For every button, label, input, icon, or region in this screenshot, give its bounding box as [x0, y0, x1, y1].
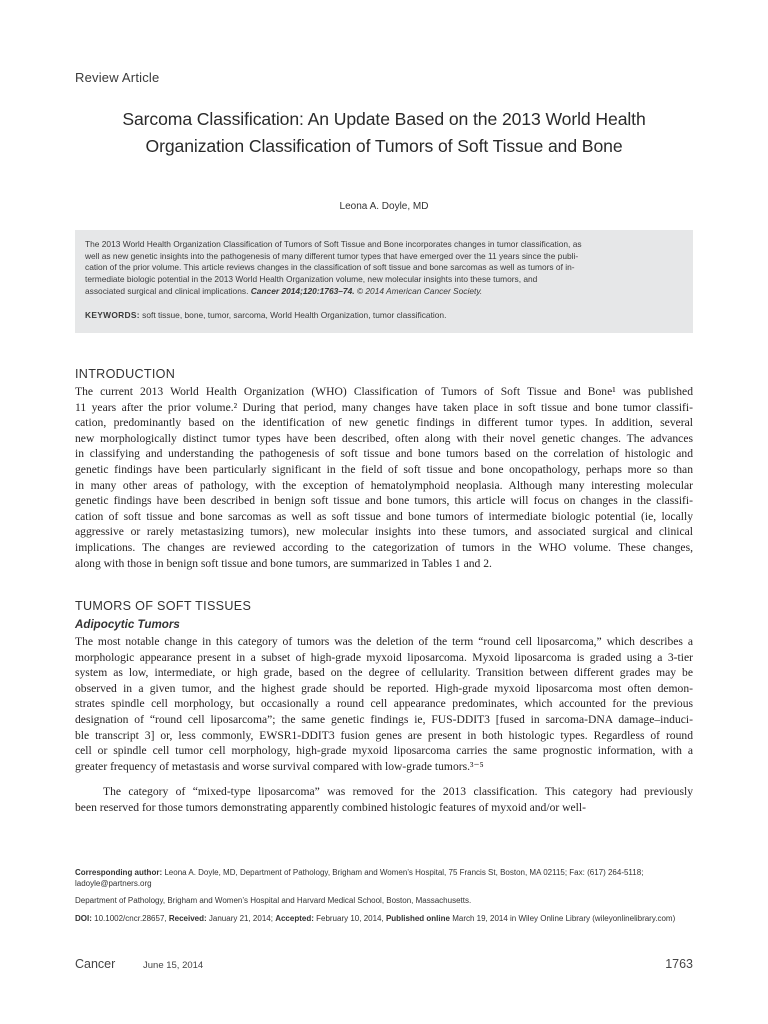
abstract-copyright: © 2014 American Cancer Society. [356, 285, 483, 296]
article-type-label: Review Article [75, 70, 160, 85]
footnotes [75, 867, 693, 930]
corresponding-text: Leona A. Doyle, MD, Department of Pathology, Brigham and Women’s Hospital, 75 Francis St, Boston, MA 02115; Fax: (617) 264-5118; ladoyle@partners.org [75, 868, 644, 889]
introduction-paragraph [75, 384, 693, 571]
paragraph-line: cation, predominantly based on the identification of new genetic findings in different tumor types. In addition, several [75, 416, 693, 430]
accepted-value: February 10, 2014, [316, 913, 384, 923]
published-value: March 19, 2014 in Wiley Online Library (wileyonlinelibrary.com) [452, 913, 676, 923]
author-byline: Leona A. Doyle, MD [339, 201, 429, 212]
paragraph-line: cell or spindle cell tumor cell morphology, high-grade myxoid liposarcoma carries the same prognostic information, with a [75, 744, 693, 758]
received-label: Received: [168, 913, 207, 923]
paragraph-line: aggressive or rarely metastasizing tumors), new molecular insights into these tumors, and associated surgical and clinical [75, 525, 693, 539]
paragraph-line: in many other areas of pathology, with the exception of hematolymphoid neoplasia. Although many interesting molecular [75, 478, 693, 492]
accepted-label: Accepted: [275, 913, 314, 923]
published-label: Published online [385, 913, 450, 923]
paragraph-line: genetic findings have been described in benign soft tissue and bone tumors, this article will focus on changes in the classifi- [75, 494, 693, 508]
paragraph-line: morphologic appearance present in a subset of high-grade myxoid liposarcoma. Myxoid liposarcoma is graded using a 3-tier [75, 650, 693, 664]
paragraph-line: ble transcript 3] or, less commonly, EWSR1-DDIT3 fusion genes are present in both histologic types. Regardless of round [75, 728, 693, 742]
doi-label: DOI: [75, 913, 92, 923]
footer-issue-date: June 15, 2014 [143, 960, 204, 971]
paragraph-line: greater frequency of metastasis and worse survival compared with low-grade tumors.³⁻⁵ [75, 759, 484, 773]
abstract-text [85, 239, 683, 298]
abstract-citation: Cancer 2014;120:1763–74. [250, 285, 355, 296]
paragraph-line: The current 2013 World Health Organization (WHO) Classification of Tumors of Soft Tissue and Bone¹ was published [75, 385, 693, 398]
paragraph-line: observed in a given tumor, and the highest grade should be reported. High-grade myxoid liposarcoma most often demon- [75, 681, 693, 695]
paragraph-line: new morphologically distinct tumor types have been described, often along with their novel genetic changes. The advances [75, 431, 693, 445]
paragraph-line: in classifying and understanding the pathogenesis of soft tissue and bone tumors based on the correlation of histologic and [75, 447, 693, 461]
paragraph-line: The most notable change in this category of tumors was the deletion of the term “round cell liposarcoma,” which describes a [75, 635, 693, 648]
paragraph-line: implications. The changes are reviewed according to the categorization of tumors in the WHO volume. These changes, [75, 540, 693, 554]
soft-tissue-heading: TUMORS OF SOFT TISSUES [75, 599, 252, 613]
adipocytic-paragraph-1 [75, 634, 693, 774]
footer-journal-name: Cancer [75, 957, 116, 971]
introduction-heading: INTRODUCTION [75, 367, 176, 381]
publication-info [75, 913, 693, 924]
footer-page-number: 1763 [665, 957, 693, 971]
paragraph-line: cation of soft tissue and bone sarcomas as well as soft tissue and bone tumors of intermediate biologic potential (ie, locally [75, 509, 693, 523]
adipocytic-paragraph-2 [75, 784, 693, 815]
paragraph-line: strates spindle cell morphology, but occasionally a round cell appearance predominates, which accounted for the previous [75, 697, 693, 711]
corresponding-author-note [75, 867, 693, 889]
paragraph-line: designation of “round cell liposarcoma”; the same genetic findings ie, FUS-DDIT3 [fused in sarcoma-DNA damage–induci- [75, 712, 693, 726]
paragraph-line: The category of “mixed-type liposarcoma” was removed for the 2013 classification. This category had previously [103, 785, 693, 798]
keywords-line [85, 310, 683, 322]
corresponding-label: Corresponding author: [75, 868, 163, 877]
affiliation-note: Department of Pathology, Brigham and Women’s Hospital and Harvard Medical School, Boston, Massachusetts. [75, 896, 472, 906]
keywords-list: soft tissue, bone, tumor, sarcoma, World Health Organization, tumor classification. [142, 310, 447, 320]
paragraph-line: been reserved for those tumors demonstrating apparently combined histologic features of myxoid and/or well- [75, 800, 586, 814]
adipocytic-subheading: Adipocytic Tumors [75, 618, 180, 631]
paragraph-line: genetic findings have been particularly significant in the field of soft tissue and bone oncopathology, perhaps more so than [75, 462, 693, 476]
keywords-label: KEYWORDS: [85, 310, 140, 320]
doi-value: 10.1002/cncr.28657, [94, 913, 167, 923]
abstract-body: The 2013 World Health Organization Classification of Tumors of Soft Tissue and Bone incorporates changes in tumor classification, as well as new genetic insights into the pathogenesis of many different tumor types that have emerged over the 11 years since the publi- cation of the prior volume. This article reviews changes in the classification of soft tissue and bone sarcomas as well as tumors of in- termediate biologic potential in the 2013 World Health Organization volume, new molecular insights into these tumors, and associated surgical and clinical implications. [85, 239, 582, 296]
paragraph-line: system as low, intermediate, or high grade, based on the degree of cellularity. Transition between different grades may be [75, 666, 693, 680]
article-title: Sarcoma Classification: An Update Based on the 2013 World Health Organization Classification of Tumors of Soft Tissue and Bone [122, 109, 646, 156]
paragraph-line: 11 years after the prior volume.² During that period, many changes have taken place in soft tissue and bone tumor classifi- [75, 400, 693, 414]
abstract-box [75, 230, 693, 333]
paragraph-line: along with those in benign soft tissue and bone tumors, are summarized in Tables 1 and 2. [75, 556, 492, 570]
received-value: January 21, 2014; [208, 913, 273, 923]
